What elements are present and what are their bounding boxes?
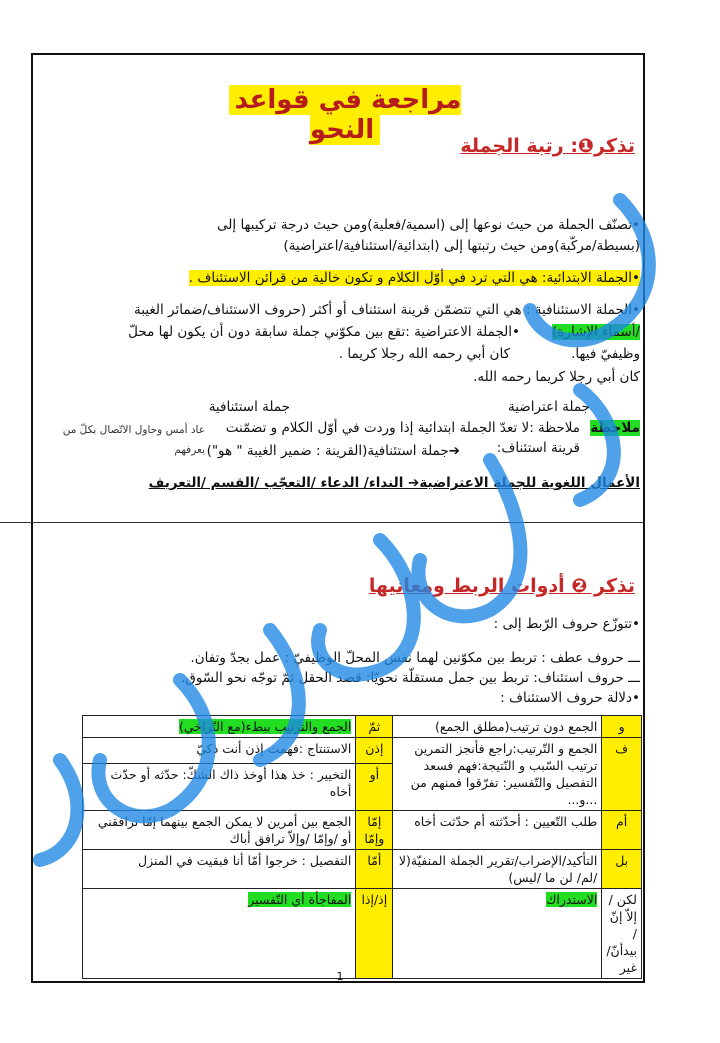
page-title: مراجعة في قواعد النحو — [200, 85, 490, 145]
section2-heading: تذكر ❷ أدوات الربط ومعانيها — [368, 575, 635, 597]
label-istinafiya: جملة استئنافية — [208, 399, 290, 415]
tool-cell: لكن /إلاّ إنّ / بيدأنّ/ غير — [602, 889, 642, 979]
intro-line-1: •تصنّف الجملة من حيث نوعها إلى (اسمية/فعلية)ومن حيث درجة تركيبها إلى — [217, 217, 640, 233]
tool-cell: أو — [356, 764, 393, 811]
meaning-cell: الاستدراك — [393, 889, 602, 979]
itiradiya-definition-end: وظيفيّ فيها. — [571, 346, 640, 362]
note-example: عاد أمس وحاول الاتّصال بكلّ من يعرفهم — [62, 424, 205, 456]
section1-heading: تذكر❶: رتبة الجملة — [460, 135, 635, 157]
table-row — [83, 889, 642, 979]
note-result: ➔جملة استئنافية(القرينة : ضمير الغيبة " هو") — [206, 443, 460, 459]
tool-cell: أمّا — [356, 850, 393, 889]
meaning-cell: طلب التّعيين : أحدّثته أم حدّثت أخاه — [393, 811, 602, 850]
meaning-cell: التأكيد/الإضراب/تقرير الجملة المنفيّة(لا /لم/ لن ما /ليس) — [393, 850, 602, 889]
section2-line-3: ـــ حروف استئناف: تربط بين جمل مستقلّة نحويّا: قصد الحقل ثمّ توجّه نحو السّوق. — [181, 670, 640, 686]
meaning-cell: التفصيل : خرجوا أمّا أنا فبقيت في المنزل — [83, 850, 356, 889]
meaning-cell: الجمع دون ترتيب(مطلق الجمع) — [393, 716, 602, 738]
tool-cell: إمّا وإمّا — [356, 811, 393, 850]
istinafiya-definition: •الجملة الاستئنافية : هي التي تتضمّن قرينة استئناف أو أكثر (حروف الاستئناف/ضمائر الغيبة — [133, 302, 640, 318]
conjunctions-table — [82, 715, 642, 979]
table-row — [83, 738, 642, 764]
note-text: ملاحظة :لا تعدّ الجملة ابتدائية إذا وردت في أوّل الكلام و تضمّنت قرينة استئناف: — [225, 420, 580, 456]
intro-line-2: (بسيطة/مركّبة)ومن حيث رتبتها إلى (ابتدائية/استئنافية/اعتراضية) — [283, 238, 640, 254]
meaning-cell: الجمع بين أمرين لا يمكن الجمع بينهما إمّا ترافقني أو /وإمّا /وإلاّ ترافق أباك — [83, 811, 356, 850]
note: ملاحظة — [590, 420, 640, 436]
table-row — [83, 811, 642, 850]
table-row — [83, 716, 642, 738]
section2-line-4: •دلالة حروف الاستئناف : — [500, 690, 640, 706]
meaning-cell: الجمع و التّرتيب:راجع فأنجز التمرين ترتيب السّبب و النّتيجة:فهم فسعد التفصيل والتّفسير: تفرّقوا فمنهم من ...و... — [393, 738, 602, 811]
tool-cell: بل — [602, 850, 642, 889]
table-row — [83, 850, 642, 889]
tool-cell: و — [602, 716, 642, 738]
istinafiya-markers: /أسماء الإشارة) — [552, 324, 640, 340]
section2-line-1: •تتوزّع حروف الرّبط إلى : — [493, 616, 640, 632]
page-number: 1 — [336, 970, 344, 983]
meaning-cell: المفاجأة أي التّفسير — [83, 889, 356, 979]
tool-cell: ثمّ — [356, 716, 393, 738]
tool-cell: إذن — [356, 738, 393, 764]
section2-line-2: ـــ حروف عطف : تربط بين مكوّنين لهما نفس المحلّ الوظيفيّ : عمل بجدّ وتفان. — [190, 650, 640, 666]
example-1: كان أبي رحمه الله رجلا كريما . — [338, 346, 510, 362]
tool-cell: ف — [602, 738, 642, 811]
example-2: كان أبي رجلا كريما رحمه الله. — [473, 369, 640, 385]
section-divider — [0, 522, 645, 523]
tool-cell: إذ/إذا — [356, 889, 393, 979]
meaning-cell: الجمع والترتيب ببطء(مع التّراخي) — [83, 716, 356, 738]
tool-cell: أم — [602, 811, 642, 850]
meaning-cell: التخيير : خذ هذا أوخذ ذاك الشكّ: حدّثه أو حدّث أخاه — [83, 764, 356, 811]
label-itiradiya: جملة اعتراضية — [507, 399, 590, 415]
functions-line: الأعمال اللغوية للجملة الاعتراضية➔ النداء/ الدعاء /التعجّب /القسم /التعريف — [148, 475, 640, 491]
ibtidaiya-definition: •الجملة الابتدائية: هي التي ترد في أوّل الكلام و تكون خالية من قرائن الاستئناف . — [188, 270, 640, 286]
itiradiya-definition: •الجملة الاعتراضية :تقع بين مكوّني جملة سابقة دون أن يكون لها محلّ — [128, 324, 520, 340]
meaning-cell: الاستنتاج :فهمت إذن أنت ذكيّ — [83, 738, 356, 764]
